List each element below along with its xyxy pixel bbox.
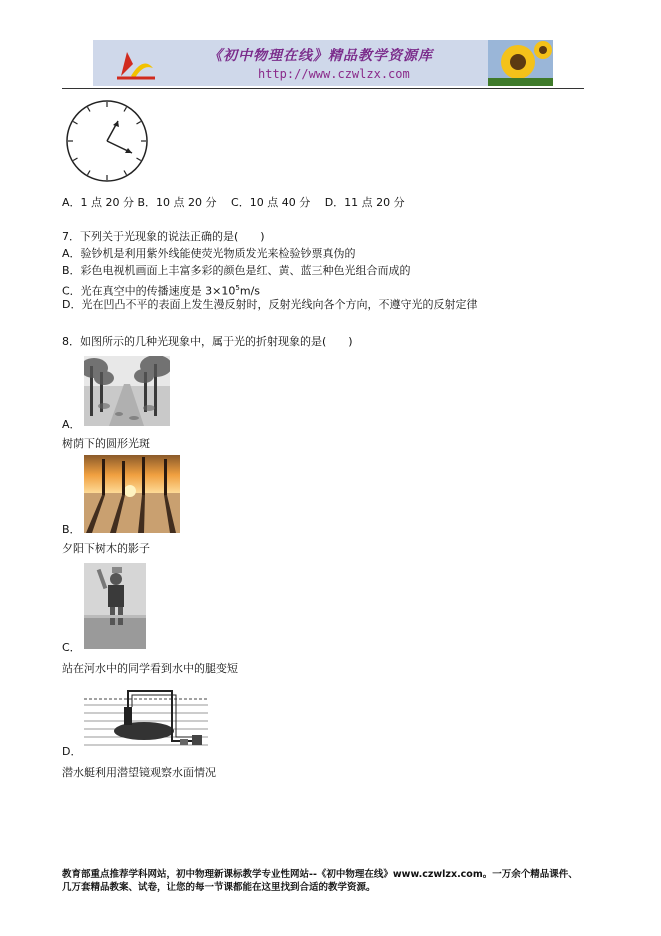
q8-option-b-letter: B． (62, 523, 81, 536)
q8-option-d-letter: D． (62, 745, 82, 758)
submarine-periscope-figure (84, 683, 208, 753)
q6-options: A．1 点 20 分 B．10 点 20 分 C．10 点 40 分 D．11 点 20 分 (62, 196, 405, 209)
site-logo (113, 46, 159, 82)
q8-stem: 8．如图所示的几种光现象中，属于光的折射现象的是( ) (62, 335, 353, 348)
q8-option-a-caption: 树荫下的圆形光斑 (62, 437, 150, 450)
q8-option-d-caption: 潜水艇利用潜望镜观察水面情况 (62, 766, 216, 779)
footer-line-1: 教育部重点推荐学科网站，初中物理新课标教学专业性网站--《初中物理在线》www.czwlzx.com。一万余个精品课件、 (62, 869, 578, 880)
sunset-trees-photo (84, 455, 180, 533)
header-divider (62, 88, 584, 89)
q8-option-a-letter: A． (62, 418, 81, 431)
q7-option-c: C．光在真空中的传播速度是 $3\times 10^5m/s$ (62, 284, 261, 298)
q8-option-c-letter: C． (62, 641, 81, 654)
sunflower-image (488, 40, 553, 86)
tree-shade-photo (84, 356, 170, 426)
banner-url[interactable]: http://www.czwlzx.com (258, 67, 410, 81)
person-in-water-photo (84, 563, 146, 649)
banner-title: 《初中物理在线》精品教学资源库 (208, 48, 433, 64)
clock-figure (64, 98, 150, 184)
header-banner (93, 40, 553, 86)
q8-option-b-caption: 夕阳下树木的影子 (62, 542, 150, 555)
q7-option-b: B．彩色电视机画面上丰富多彩的颜色是红、黄、蓝三种色光组合而成的 (62, 264, 411, 277)
footer-line-2: 几万套精品教案、试卷，让您的每一节课都能在这里找到合适的教学资源。 (62, 882, 376, 893)
q7-option-d: D．光在凹凸不平的表面上发生漫反射时，反射光线向各个方向，不遵守光的反射定律 (62, 298, 478, 311)
q8-option-c-caption: 站在河水中的同学看到水中的腿变短 (62, 662, 238, 675)
q7-option-a: A．验钞机是利用紫外线能使荧光物质发光来检验钞票真伪的 (62, 247, 356, 260)
q7-stem: 7．下列关于光现象的说法正确的是( ) (62, 230, 265, 243)
